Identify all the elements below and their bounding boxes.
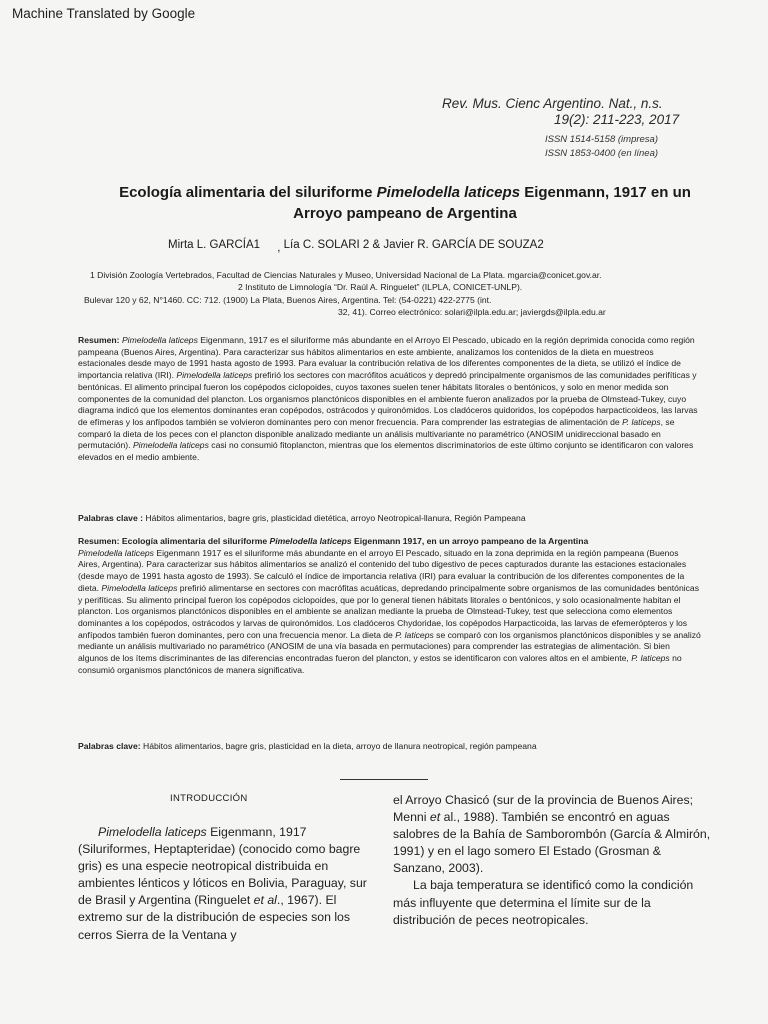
affiliation-email: 32, 41). Correo electrónico: solari@ilpla.edu.ar; javiergds@ilpla.edu.ar: [338, 306, 606, 317]
section-divider: [340, 779, 428, 780]
abstract-text: prefirió alimentarse en sectores con macrófitas acuáticas, depredando principalmente sobre organismos de las comunidades bentónicas y perifíticas. Su alimento principal fueron los copépodos ciclopoides, que por lo general tienen hábitats litorales o bentónicos, y solo ocasionalmente habitan el plancton. Los organismos planctónicos disponibles en el ambiente se analizan mediante la prueba de Olmstead-Tukey, test que selecciona como elementos dominantes a los copépodos, ostrácodos y larvas de quironómidos. Los cladóceros Chydoridae, los copépodos Harpacticoida, las larvas de efemerópteros y los anfípodos también fueron dominantes, pero con una frecuencia menor. La dieta de: [78, 582, 700, 640]
keywords-1: [78, 513, 702, 525]
issn-online: ISSN 1853-0400 (en línea): [545, 148, 659, 159]
abstract-text: no consumió organismos planctónicos de manera significativa.: [78, 653, 682, 675]
affiliation-address: Bulevar 120 y 62, N°1460. CC: 712. (1900) La Plata, Buenos Aires, Argentina. Tel: (54-0221) 422-2775 (int.: [84, 294, 492, 305]
issn-print: ISSN 1514-5158 (impresa): [545, 134, 658, 145]
species-name: Pimelodella laticeps: [121, 335, 198, 345]
journal-citation: [442, 96, 679, 128]
body-column-left: [78, 824, 382, 944]
affiliations: [80, 269, 700, 318]
abstract-text: , se comparó la dieta de los peces con el plancton disponible analizado mediante un análisis multivariante no paramétrico (ANOSIM unidireccional basado en permutación).: [78, 416, 675, 451]
species-name: Pimelodella laticeps: [132, 440, 209, 451]
abstract-second: [78, 536, 702, 676]
author-1: Mirta L. GARCÍA1: [168, 239, 261, 251]
keywords-label: Palabras clave:: [78, 741, 141, 751]
species-name: P. laticeps: [622, 416, 661, 427]
intro-paragraph-1-cont: [393, 792, 713, 877]
keywords-label: Palabras clave :: [78, 513, 143, 523]
body-text: el Arroyo Chasicó (sur de la provincia de Buenos Aires; Menni: [393, 793, 694, 825]
author-list: Mirta L. GARCÍA1 , Lía C. SOLARI 2 & Javier R. GARCÍA DE SOUZA2: [168, 239, 544, 254]
species-name: Pimelodella laticeps: [98, 825, 207, 839]
abstract-2-title-end: Eigenmann 1917, en un arroyo pampeano de la Argentina: [351, 536, 589, 546]
journal-name: Rev. Mus. Cienc Argentino. Nat., n.s.: [442, 96, 663, 111]
body-column-right: [393, 792, 713, 929]
abstract-2-title-text: Resumen: Ecología alimentaria del siluriforme: [78, 536, 270, 546]
title-text-end: Eigenmann, 1917 en un: [520, 184, 691, 201]
species-name: Pimelodella laticeps: [176, 370, 253, 381]
title-line-1: [60, 182, 750, 203]
journal-volume: 19(2): 211-223, 2017: [554, 112, 680, 127]
abstract-text: se comparó con los organismos planctónicos disponibles y se analizó mediante un análisis multivariado no paramétrico (ANOSIM de una vía basada en permutaciones) para comprender las estrategias de alimentación. Si bien algunos de los ítems discriminantes de las diferencias encontradas fueron del plancton, y estos se identificaron con valores altos en el ambiente,: [78, 629, 701, 664]
machine-translation-banner: Machine Translated by Google: [12, 6, 196, 21]
intro-paragraph-2: La baja temperatura se identificó como la condición más influyente que determina el límite sur de la distribución de peces neotropicales.: [393, 878, 694, 927]
author-2-3: Lía C. SOLARI 2 & Javier R. GARCÍA DE SOUZA2: [283, 239, 544, 251]
keywords-text: Hábitos alimentarios, bagre gris, plasticidad dietética, arroyo Neotropical-llanura, Región Pampeana: [142, 513, 526, 523]
affiliation-1: 1 División Zoología Vertebrados, Facultad de Ciencias Naturales y Museo, Universidad Nacional de La Plata. mgarcia@conicet.gov.ar.: [90, 270, 602, 280]
title-species: Pimelodella laticeps: [376, 184, 521, 201]
abstract-spanish: [78, 335, 702, 464]
species-name: Pimelodella laticeps: [269, 536, 352, 546]
abstract-text: Eigenmann 1917 es el siluriforme más abundante en el arroyo El Pescado, situado en la zona deprimida en la región pampeana (Buenos Aires, Argentina). Para caracterizar sus hábitos alimentarios se analizó el contenido del tubo digestivo de peces capturados durante las estaciones estacionales (desde mayo de 1991 hasta agosto de 1993). Se calculó el índice de importancia relativa (IRI) para evaluar la contribución de los diferentes componentes de la dieta.: [78, 547, 687, 593]
species-name: P. laticeps: [631, 653, 670, 664]
species-name: Pimelodella laticeps: [101, 582, 178, 593]
citation-etal: et: [429, 810, 441, 825]
abstract-2-title: [78, 536, 588, 546]
body-text: al., 1988). También se encontró en aguas salobres de la Bahía de Samborombón (García & Almirón, 1991) y en el lago somero El Estado (Grosman & Sanzano, 2003).: [393, 810, 711, 876]
species-name: P. laticeps: [395, 629, 434, 640]
affiliation-2: 2 Instituto de Limnología “Dr. Raúl A. Ringuelet” (ILPLA, CONICET-UNLP).: [238, 282, 523, 293]
abstract-text: prefirió los sectores con macrófitos acuáticos y depredó principalmente organismos de las comunidades perifíticas y bentónicas. El alimento principal fueron los copépodos ciclopoides, cuyos taxones suelen tener hábitats litorales o bentónicos, y solo en menor medida son componentes de la comunidad del plancton. Los organismos planctónicos disponibles en el ambiente fueron analizados por la prueba de Olmstead-Tukey, cuyo diagrama indicó que los elementos dominantes eran copépodos, ostrácodos y quironómidos. Los cladóceros quidoridos, los copépodos harpacticoideos, las larvas de efímeras y los anfípodos también se volvieron dominantes pero con menor frecuencia. Para comprender las estrategias de alimentación de: [78, 370, 698, 427]
title-line-2: Arroyo pampeano de Argentina: [293, 205, 517, 222]
issn-block: [545, 133, 658, 161]
body-text: Eigenmann, 1917 (Siluriformes, Heptapteridae) (conocido como bagre gris) es una especie neotropical distribuida en ambientes lénticos y lóticos en Bolivia, Paraguay, sur de Brasil y Argentina (Ringuelet: [78, 825, 367, 908]
paper-title: [60, 182, 750, 224]
title-text: Ecología alimentaria del siluriforme: [119, 184, 377, 201]
section-heading-introduccion: INTRODUCCIÓN: [170, 793, 248, 804]
intro-paragraph-1: [78, 824, 382, 944]
abstract-label: Resumen:: [78, 335, 120, 345]
abstract-text: Eigenmann, 1917 es el siluriforme más abundante en el Arroyo El Pescado, ubicado en la región deprimida conocida como región pampeana (Buenos Aires, Argentina). Para caracterizar sus hábitos alimentarios en este ambiente, analizamos los contenidos de la dieta en muestreos estacionales desde mayo de 1991 hasta agosto de 1993. Para evaluar la contribución relativa de los diferentes componentes de la dieta, se utilizó el índice de importancia relativa (IRI).: [78, 335, 695, 381]
abstract-text: casi no consumió fitoplancton, mientras que los elementos discriminatorios de este último conjunto se identificaron con valores elevados en el medio ambiente.: [78, 440, 694, 463]
body-text: ., 1967). El extremo sur de la distribución de especies son los cerros Sierra de la Ventana y: [78, 893, 351, 942]
keywords-text: Hábitos alimentarios, bagre gris, plasticidad en la dieta, arroyo de llanura neotropical, región pampeana: [140, 741, 537, 751]
keywords-2: [78, 741, 578, 753]
species-name: Pimelodella laticeps: [78, 547, 154, 558]
citation-etal: et al: [253, 893, 277, 908]
